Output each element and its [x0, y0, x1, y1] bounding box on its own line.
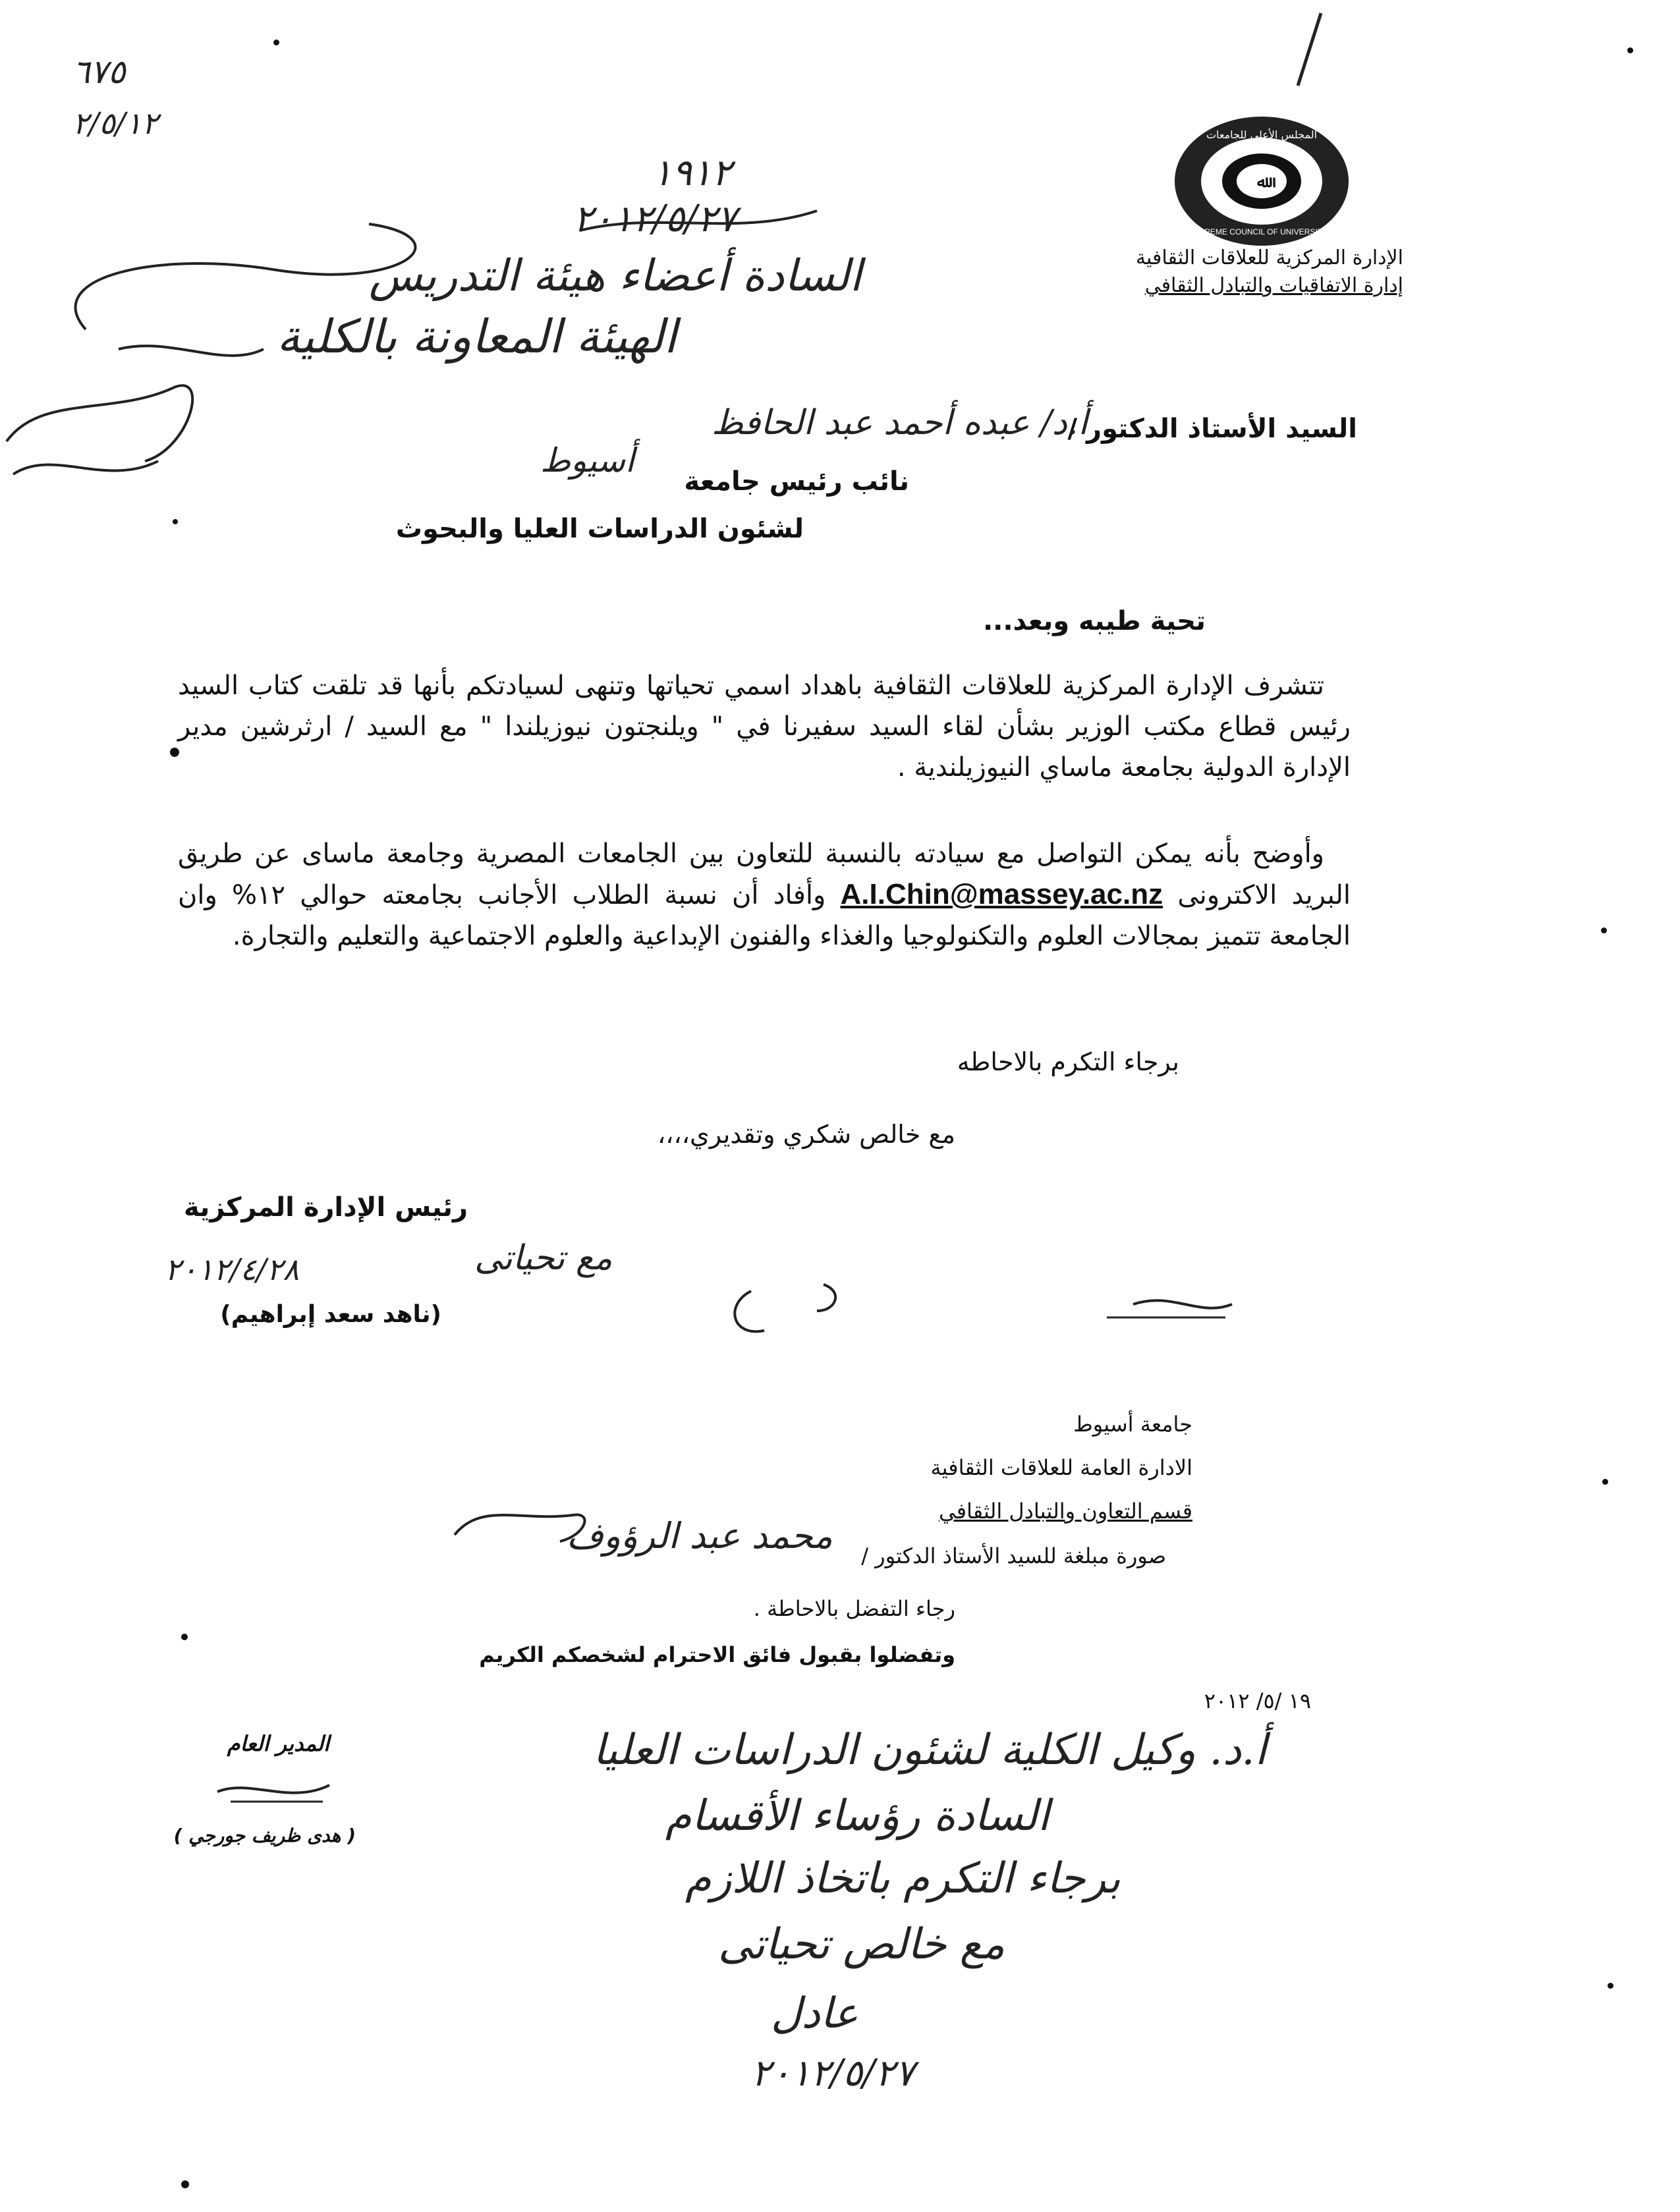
- copy-line-4: صورة مبلغة للسيد الأستاذ الدكتور /: [861, 1543, 1166, 1568]
- bottom-note-line-3: برجاء التكرم باتخاذ اللازم: [685, 1854, 1121, 1903]
- copy-line-2: الادارة العامة للعلاقات الثقافية: [930, 1455, 1192, 1480]
- scan-speck: [273, 40, 279, 45]
- recipient-title: السيد الأستاذ الدكتور /: [1067, 414, 1357, 444]
- scan-speck: [181, 2180, 189, 2188]
- signatory-title: رئيس الإدارة المركزية: [184, 1192, 468, 1223]
- handwritten-stamp-date: ٢٠١٢/٥/٢٧: [573, 198, 737, 240]
- scan-speck: [181, 1634, 188, 1640]
- scan-speck: [1627, 47, 1633, 53]
- recipient-university-handwritten: أسيوط: [540, 441, 634, 480]
- bottom-note-line-1: أ.د. وكيل الكلية لشئون الدراسات العليا: [593, 1726, 1267, 1775]
- copy-date: ١٩ /٥/ ٢٠١٢: [1204, 1688, 1311, 1713]
- svg-text:ﷲ: ﷲ: [1256, 173, 1267, 191]
- bottom-note-date: ٢٠١٢/٥/٢٧: [751, 2052, 915, 2095]
- director-name: ( هدى ظريف جورجي ): [173, 1825, 356, 1846]
- university-council-seal: [1169, 112, 1354, 250]
- pen-stroke: [1285, 7, 1337, 92]
- contact-email-link[interactable]: A.I.Chin@massey.ac.nz: [840, 878, 1163, 910]
- handwritten-ref-date: ٢/٥/١٢: [72, 105, 158, 141]
- body-paragraph-2-before: وأوضح بأنه يمكن التواصل مع سيادته بالنسبة للتعاون بين الجامعات المصرية وجامعة ماساى عن طريق البريد الاكترونى: [178, 839, 1351, 910]
- body-paragraph-2-after: وأفاد أن نسبة الطلاب الأجانب بجامعته حوالي ١٢% وان الجامعة تتميز بمجالات العلوم والتكنولوجيا والغذاء والفنون الإبداعية والعلوم الاجتماعية والتعليم والتجارة.: [178, 880, 1351, 951]
- svg-text:SUPREME COUNCIL OF UNIVERSITIE: SUPREME COUNCIL OF UNIVERSITIES: [1188, 227, 1335, 236]
- handwritten-scribble-topleft: [0, 198, 889, 494]
- thanks-line: مع خالص شكري وتقديري،،،،: [658, 1120, 955, 1149]
- greeting: تحية طيبه وبعد...: [982, 606, 1206, 636]
- copy-line-5: رجاء التفضل بالاحاطة .: [753, 1596, 955, 1621]
- director-title: المدير العام: [227, 1731, 329, 1756]
- body-paragraph-1: تتشرف الإدارة المركزية للعلاقات الثقافية باهداد اسمي تحياتها وتنهى لسيادتكم بأنها قد تلقت كتاب السيد رئيس قطاع مكتب الوزير بشأن لقاء السيد سفيرنا في " ويلنجتون نيوزيلندا " مع السيد / ارثرشين مدير الإدارة الدولية بجامعة ماساي النيوزيلندية .: [178, 671, 1351, 783]
- copy-line-6: وتفضلوا بقبول فائق الاحترام لشخصكم الكريم: [479, 1642, 955, 1667]
- signature-note-handwritten: مع تحياتى: [474, 1238, 613, 1278]
- signature-date-handwritten: ٢٠١٢/٤/٢٨: [165, 1252, 299, 1287]
- scan-speck: [170, 748, 179, 757]
- bottom-note-signature: عادل: [771, 1989, 858, 2038]
- svg-text:المجلس الأعلى للجامعات: المجلس الأعلى للجامعات: [1206, 128, 1318, 141]
- handwritten-ref-number: ٦٧٥: [72, 53, 126, 91]
- copy-line-1: جامعة أسيوط: [1073, 1412, 1192, 1437]
- recipient-department: لشئون الدراسات العليا والبحوث: [395, 514, 804, 544]
- recipient-position: نائب رئيس جامعة: [684, 466, 909, 497]
- scan-speck: [1601, 927, 1607, 933]
- handwritten-note-line-2: الهيئة المعاونة بالكلية: [277, 310, 677, 364]
- handwritten-note-line-1: السادة أعضاء هيئة التدريس: [369, 250, 862, 301]
- request-line: برجاء التكرم بالاحاطه: [957, 1047, 1179, 1076]
- initials-scribbles: [712, 1265, 1239, 1344]
- scan-speck: [1602, 1479, 1608, 1485]
- bottom-note-line-4: مع خالص تحياتى: [718, 1920, 1005, 1969]
- scan-speck: [173, 519, 178, 524]
- handwritten-stamp-number: ١٩١٢: [652, 152, 732, 194]
- recipient-name-handwritten: أ.د/ عبده أحمد عبد الحافظ: [712, 403, 1088, 443]
- copy-line-3: قسم التعاون والتبادل الثقافي: [939, 1499, 1192, 1524]
- signatory-name: (ناهد سعد إبراهيم): [220, 1301, 441, 1328]
- body-paragraph-2: [178, 833, 1351, 956]
- org-line-1: الإدارة المركزية للعلاقات الثقافية: [1135, 246, 1403, 269]
- org-line-2: إدارة الاتفاقيات والتبادل الثقافي: [1144, 274, 1403, 297]
- scan-speck: [1608, 1983, 1613, 1989]
- director-signature: [211, 1772, 343, 1811]
- copy-recipient-handwritten: محمد عبد الرؤوف: [567, 1515, 833, 1557]
- copy-signature-scribble: [441, 1495, 600, 1568]
- bottom-note-line-2: السادة رؤساء الأقسام: [665, 1792, 1050, 1840]
